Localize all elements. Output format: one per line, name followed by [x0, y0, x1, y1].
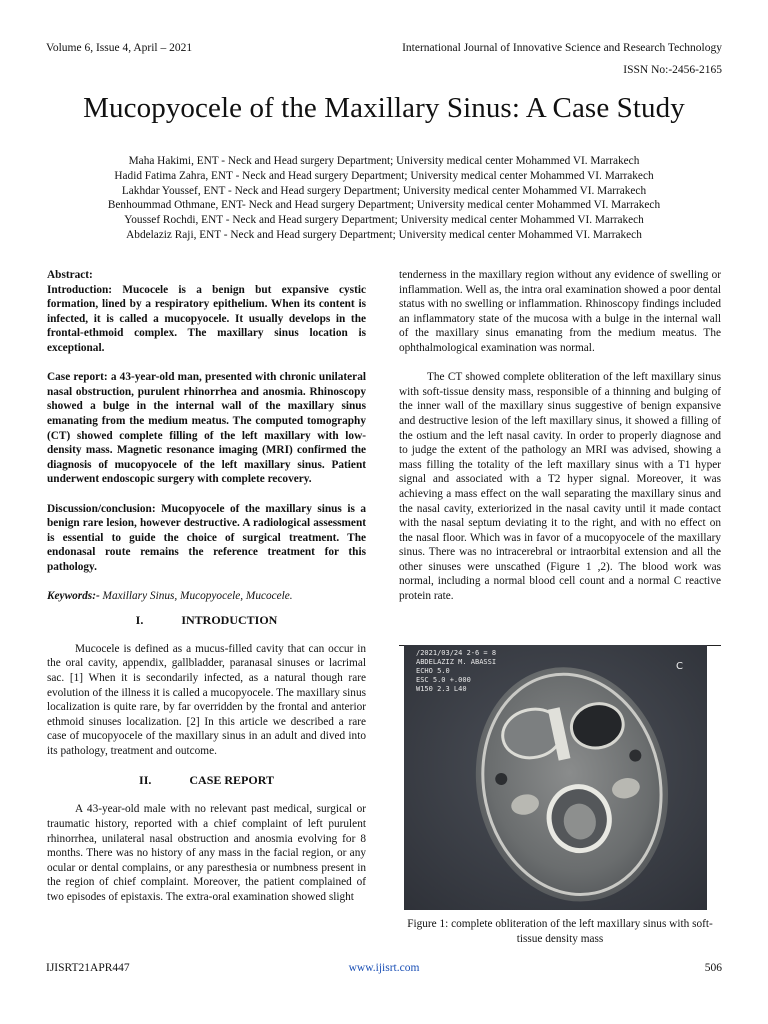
case-report-continued: tenderness in the maxillary region without any evidence of swelling or inflammation. Well as, the intra oral examination showed a poor dental status with no swelling or inflammation. Rhinoscopy findings included an inflammatory state of the mucosa with a bulge in the internal wall of the maxillary sinus emanating from the medium meatus. The ophthalmological examination was normal.: [399, 269, 721, 354]
keywords-label: Keywords:-: [47, 590, 100, 603]
case-report-paragraph: A 43-year-old male with no relevant past medical, surgical or traumatic history, reported with a chief complaint of left purulent rhinorrhea, unilateral nasal obstruction and anosmia evolving for 8 months. There was no history of any mass in the facial region, or any ocular or dental complains, or any paresthesia or numbness present in the region of chief complaint. Moreover, the patient complained of two episodes of epistaxis. The extra-oral examination showed slight: [47, 803, 366, 903]
scan-overlay-line: /2021/03/24 2-6 = 8: [416, 649, 497, 657]
abstract-case-report: Case report: a 43-year-old man, presented with chronic unilateral nasal obstruction, purulent rhinorrhea and anosmia. Rhinoscopy showed a bulge in the internal wall of the maxillary sinus emanating from the medium meatus. The computed tomography (CT) showed complete filling of the left maxillary with low-density mass. Magnetic resonance imaging (MRI) confirmed the diagnosis of mucopyocele of the left maxillary sinus. Patient underwent endoscopic surgery with complete recovery.: [47, 371, 366, 486]
section-number: II.: [139, 773, 152, 788]
section-heading-introduction: [47, 613, 366, 628]
footer-article-id: IJISRT21APR447: [46, 962, 130, 974]
author-line: Benhoummad Othmane, ENT- Neck and Head surgery Department; University medical center Mohammed VI. Marrakech: [107, 199, 661, 212]
author-line: Lakhdar Youssef, ENT - Neck and Head surgery Department; University medical center Mohammed VI. Marrakech: [121, 184, 647, 197]
scan-overlay-line: ESC 5.0 +.000: [416, 676, 471, 684]
section-title: INTRODUCTION: [181, 612, 278, 627]
figure-caption: Figure 1: complete obliteration of the left maxillary sinus with soft-tissue density mass: [407, 918, 713, 945]
scan-overlay-line: W150 2.3 L40: [416, 685, 467, 693]
right-column: [399, 268, 721, 604]
author-list: [40, 154, 728, 243]
author-line: Maha Hakimi, ENT - Neck and Head surgery Department; University medical center Mohammed VI. Marrakech: [128, 155, 640, 167]
keywords-text: Maxillary Sinus, Mucopyocele, Mucocele.: [99, 590, 293, 603]
abstract-discussion: Discussion/conclusion: Mucopyocele of the maxillary sinus is a benign rare lesion, however destructive. A radiological assessment is essential to guide the choice of surgical treatment. The endonasal route remains the reference treatment for this pathology.: [47, 502, 366, 573]
author-line: Hadid Fatima Zahra, ENT - Neck and Head surgery Department; University medical center Mohammed VI. Marrakech: [114, 169, 654, 182]
scan-overlay-line: ECHO 5.0: [416, 667, 450, 675]
section-number: I.: [135, 612, 144, 627]
introduction-paragraph: Mucocele is defined as a mucus-filled cavity that can occur in the oral cavity, appendix, gallbladder, paranasal sinuses or lacrimal sac. [1] When it is secondarily infected, as a natural though rare evolution of the illness it is called a mucopyocele. The maxillary sinus localization is quite rare, by far overridden by the frontal and anterior ethmoid sinuses localization. [2] In this article we described a rare case of mucopyocele of the maxillary sinus in an adult and dived into its pathology, treatment and outcome.: [47, 642, 366, 757]
section-title: CASE REPORT: [189, 773, 274, 788]
left-column: [47, 268, 366, 905]
author-line: Abdelaziz Raji, ENT - Neck and Head surgery Department; University medical center Mohammed VI. Marrakech: [126, 228, 642, 241]
footer-website-link[interactable]: www.ijisrt.com: [348, 962, 420, 974]
footer-page-number: 506: [704, 962, 722, 974]
imaging-paragraph: The CT showed complete obliteration of the left maxillary sinus with soft-tissue density mass, responsible of a thinning and bulging of the inner wall of the maxillary sinus suggestive of benign expansive and destructive lesion of the left maxillary sinus, it showed a filling of the ostium and the left nasal cavity. In order to properly diagnose and to judge the extent of the pathology an MRI was advised, showing a mass filling the totality of the left maxillary sinus with a T1 hyper signal and associated with a T2 hyper signal. Moreover, it was achieving a mass effect on the wall separating the maxillary sinus and the nasal cavity, exteriorized in the nasal cavity until it made contact with the nasal septum deviating it to the right, and with no effect on the nasal floor. Which was in favor of a mucopyocele of the maxillary sinus. There was no intracerebral or intraorbital extension and all the other sinuses were unscathed (Figure 1 ,2). The blood work was normal, including a normal blood cell count and a normal C reactive protein rate.: [399, 371, 721, 603]
running-header-volume: Volume 6, Issue 4, April – 2021: [46, 42, 193, 54]
scan-label-c: C: [676, 661, 683, 672]
ct-scan-figure: [404, 645, 707, 910]
running-header-journal: International Journal of Innovative Science and Research Technology: [402, 42, 722, 54]
section-heading-case-report: [47, 773, 366, 788]
paper-title: Mucopyocele of the Maxillary Sinus: A Case Study: [83, 92, 685, 124]
ct-scan-image: [404, 645, 707, 910]
scan-overlay-line: ABDELAZIZ M. ABASSI: [416, 658, 497, 666]
issn: ISSN No:-2456-2165: [623, 64, 722, 76]
keywords: [47, 589, 366, 604]
author-line: Youssef Rochdi, ENT - Neck and Head surgery Department; University medical center Mohammed VI. Marrakech: [124, 214, 644, 227]
abstract-heading: Abstract:: [47, 269, 93, 281]
abstract-introduction: Introduction: Mucocele is a benign but expansive cystic formation, lined by a respiratory epithelium. When its content is infected, it is called a mucopyocele. It usually develops in the frontal-ethmoid complex. The maxillary sinus location is exceptional.: [47, 283, 366, 354]
